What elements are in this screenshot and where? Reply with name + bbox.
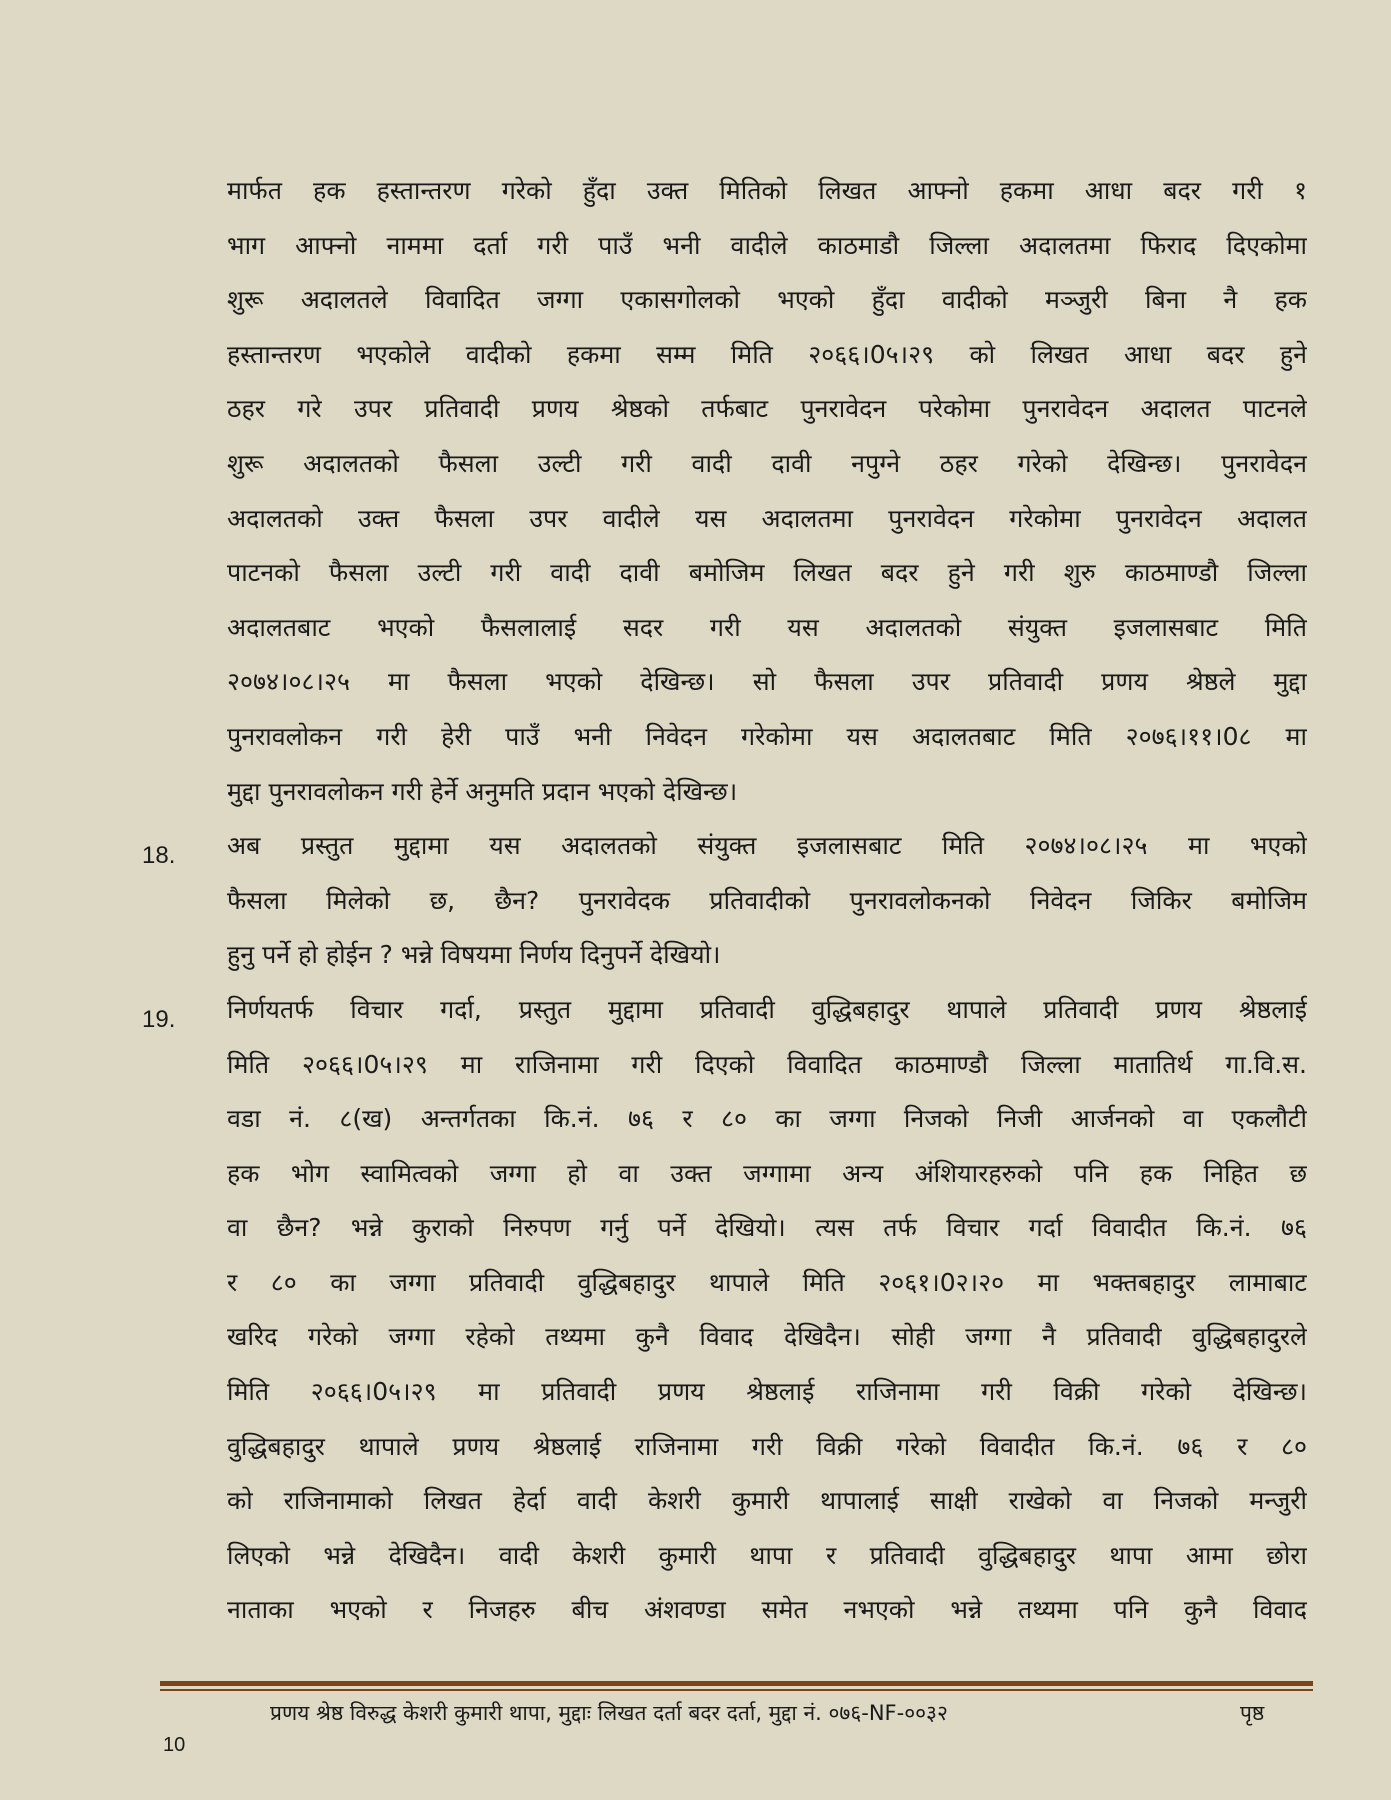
text-line: र ८० का जग्गा प्रतिवादी वुद्धिबहादुर थापाले मिति २०६१।0२।२० मा भक्तबहादुर लामाबाट <box>227 1267 1307 1297</box>
text-line: वा छैन? भन्ने कुराको निरुपण गर्नु पर्ने देखियो। त्यस तर्फ विचार गर्दा विवादीत कि.नं. ७६ <box>227 1213 1307 1243</box>
text-line: मुद्दा पुनरावलोकन गरी हेर्ने अनुमति प्रदान भएको देखिन्छ। <box>227 776 738 806</box>
text-line: खरिद गरेको जग्गा रहेको तथ्यमा कुनै विवाद देखिदैन। सोही जग्गा नै प्रतिवादी वुद्धिबहादुरले <box>227 1322 1307 1352</box>
text-line: पुनरावलोकन गरी हेरी पाउँ भनी निवेदन गरेकोमा यस अदालतबाट मिति २०७६।११।0८ मा <box>227 721 1307 751</box>
paragraph-19 <box>142 983 1307 1638</box>
text-line: वुद्धिबहादुर थापाले प्रणय श्रेष्ठलाई राजिनामा गरी विक्री गरेको विवादीत कि.नं. ७६ र ८० <box>227 1431 1307 1461</box>
paragraph-18 <box>142 819 1307 983</box>
text-line: लिएको भन्ने देखिदैन। वादी केशरी कुमारी थापा र प्रतिवादी वुद्धिबहादुर थापा आमा छोरा <box>227 1540 1307 1570</box>
footer-divider-thin <box>160 1689 1313 1691</box>
text-line: पाटनको फैसला उल्टी गरी वादी दावी बमोजिम लिखत बदर हुने गरी शुरु काठमाण्डौ जिल्ला <box>227 558 1307 588</box>
text-line: भाग आफ्नो नाममा दर्ता गरी पाउँ भनी वादीले काठमाडौ जिल्ला अदालतमा फिराद दिएकोमा <box>227 230 1307 260</box>
text-line: निर्णयतर्फ विचार गर्दा, प्रस्तुत मुद्दामा प्रतिवादी वुद्धिबहादुर थापाले प्रतिवादी प्रणय श्रेष्ठलाई <box>227 994 1307 1024</box>
text-line: मिति २०६६।0५।२९ मा राजिनामा गरी दिएको विवादित काठमाण्डौ जिल्ला मातातिर्थ गा.वि.स. <box>227 1049 1307 1079</box>
text-line: अदालतको उक्त फैसला उपर वादीले यस अदालतमा पुनरावेदन गरेकोमा पुनरावेदन अदालत <box>227 503 1307 533</box>
paragraph-number: 18. <box>142 842 176 870</box>
text-line: हस्तान्तरण भएकोले वादीको हकमा सम्म मिति २०६६।0५।२९ को लिखत आधा बदर हुने <box>227 339 1307 369</box>
text-line: शुरू अदालतको फैसला उल्टी गरी वादी दावी नपुग्ने ठहर गरेको देखिन्छ। पुनरावेदन <box>227 448 1307 478</box>
text-line: वडा नं. ८(ख) अन्तर्गतका कि.नं. ७६ र ८० का जग्गा निजको निजी आर्जनको वा एकलौटी <box>227 1104 1307 1134</box>
text-line: शुरू अदालतले विवादित जग्गा एकासगोलको भएको हुँदा वादीको मञ्जुरी बिना नै हक <box>227 285 1307 315</box>
body-text <box>142 164 1307 1638</box>
text-line: मिति २०६६।0५।२९ मा प्रतिवादी प्रणय श्रेष्ठलाई राजिनामा गरी विक्री गरेको देखिन्छ। <box>227 1377 1307 1407</box>
paragraph-continued <box>227 164 1307 819</box>
text-line: हक भोग स्वामित्वको जग्गा हो वा उक्त जग्गामा अन्य अंशियारहरुको पनि हक निहित छ <box>227 1158 1307 1188</box>
text-line: अब प्रस्तुत मुद्दामा यस अदालतको संयुक्त इजलासबाट मिति २०७४।०८।२५ मा भएको <box>227 831 1307 861</box>
text-line: २०७४।०८।२५ मा फैसला भएको देखिन्छ। सो फैसला उपर प्रतिवादी प्रणय श्रेष्ठले मुद्दा <box>227 667 1307 697</box>
page-number: 10 <box>163 1734 186 1756</box>
footer-divider <box>160 1681 1313 1686</box>
footer-page-label: पृष्ठ <box>1240 1701 1265 1725</box>
text-line: मार्फत हक हस्तान्तरण गरेको हुँदा उक्त मितिको लिखत आफ्नो हकमा आधा बदर गरी १ <box>227 176 1307 205</box>
paragraph-number: 19. <box>142 1005 176 1033</box>
text-line: अदालतबाट भएको फैसलालाई सदर गरी यस अदालतको संयुक्त इजलासबाट मिति <box>227 612 1307 642</box>
text-line: फैसला मिलेको छ, छैन? पुनरावेदक प्रतिवादीको पुनरावलोकनको निवेदन जिकिर बमोजिम <box>227 885 1307 915</box>
footer-case-text: प्रणय श्रेष्ठ विरुद्ध केशरी कुमारी थापा, मुद्दाः लिखत दर्ता बदर दर्ता, मुद्दा नं. ०७६-NF-००३२ <box>270 1701 948 1725</box>
text-line: ठहर गरे उपर प्रतिवादी प्रणय श्रेष्ठको तर्फबाट पुनरावेदन परेकोमा पुनरावेदन अदालत पाटनले <box>227 394 1307 424</box>
text-line: हुनु पर्ने हो होईन ? भन्ने विषयमा निर्णय दिनुपर्ने देखियो। <box>227 940 721 970</box>
text-line: को राजिनामाको लिखत हेर्दा वादी केशरी कुमारी थापालाई साक्षी राखेको वा निजको मन्जुरी <box>227 1486 1307 1516</box>
text-line: नाताका भएको र निजहरु बीच अंशवण्डा समेत नभएको भन्ने तथ्यमा पनि कुनै विवाद <box>227 1595 1307 1625</box>
